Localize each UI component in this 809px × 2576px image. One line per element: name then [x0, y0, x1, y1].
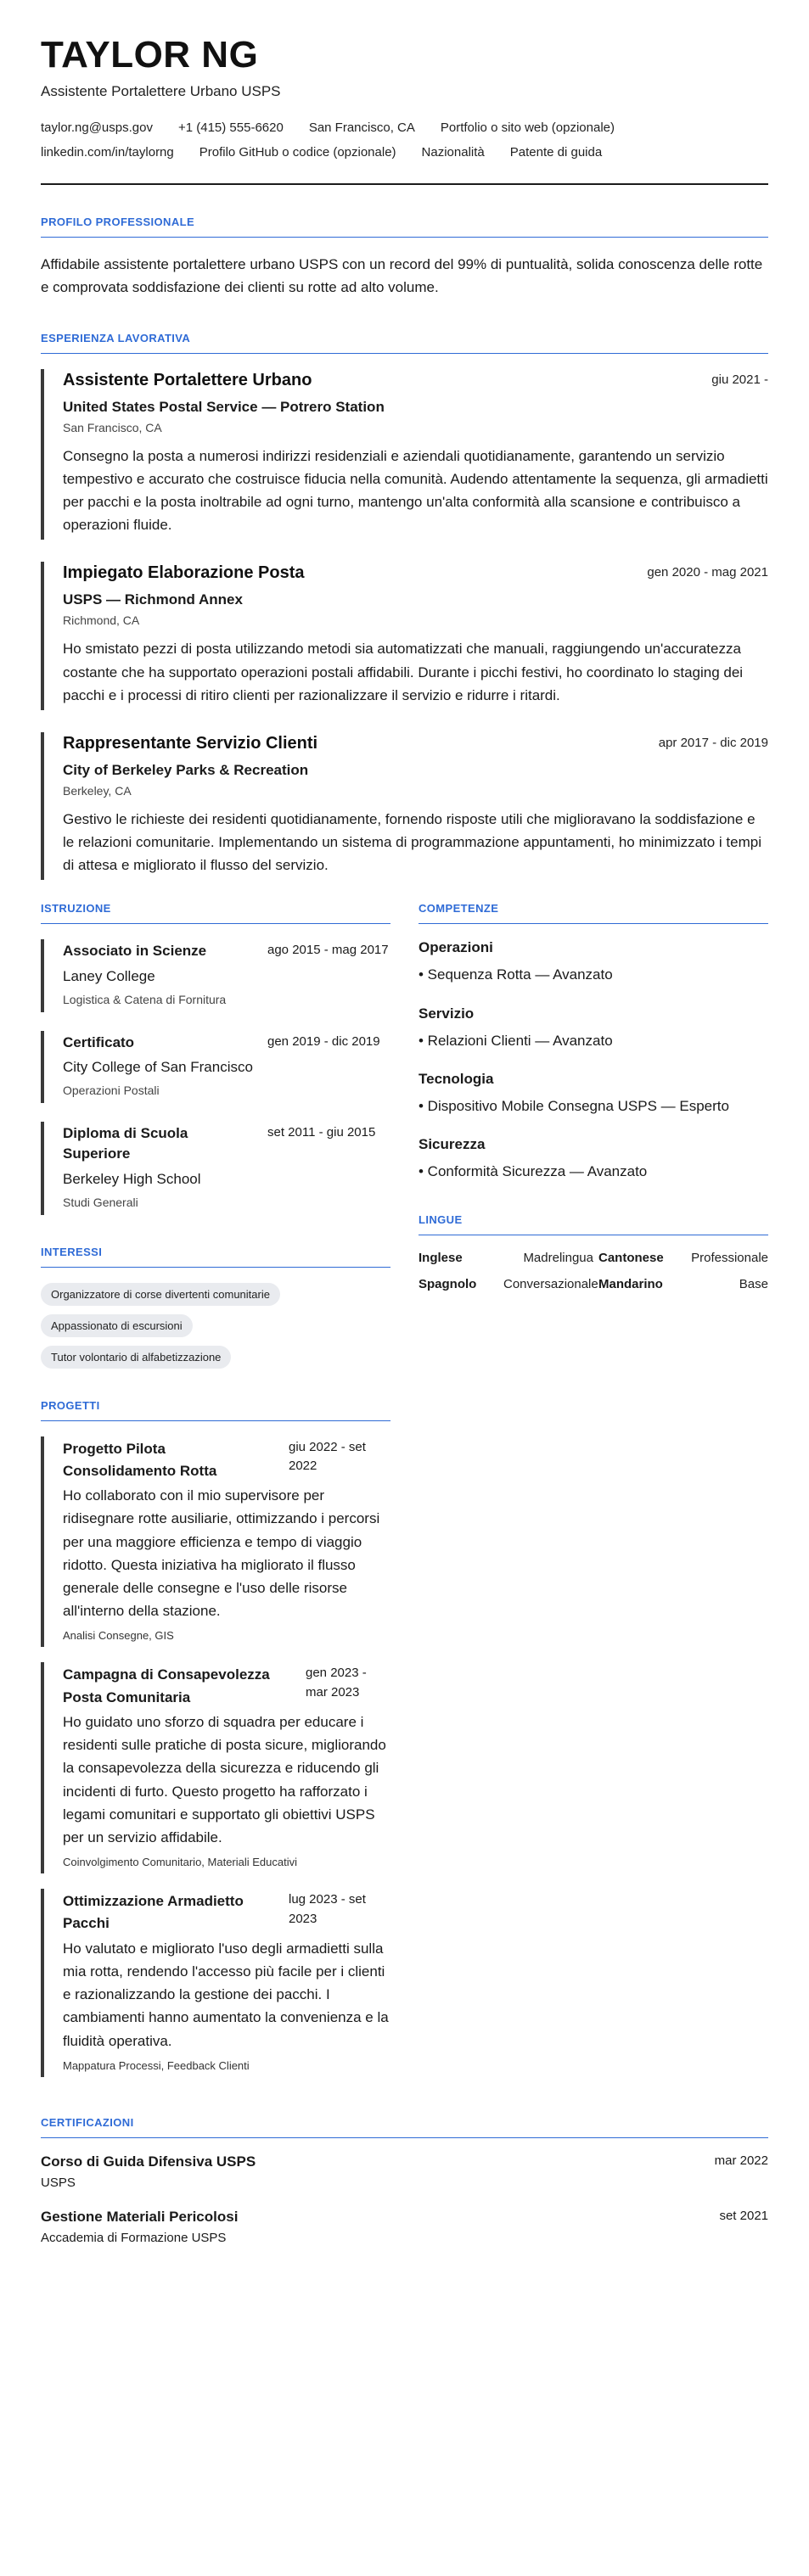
certification-name: Corso di Guida Difensiva USPS: [41, 2153, 256, 2170]
candidate-name: TAYLOR NG: [41, 34, 259, 76]
contact-linkedin[interactable]: linkedin.com/in/taylorng: [41, 145, 174, 160]
project-description: Ho collaborato con il mio supervisore per ridisegnare rotte ausiliarie, ottimizzando i percorsi per una maggiore efficienza e tempo di viaggio ridotto. Questa iniziativa ha migliorato il flusso generale delle consegne e l'uso delle risorse all'interno della stazione.: [63, 1487, 380, 1620]
education-school: Laney College: [63, 968, 155, 985]
education-degree: Associato in Scienze: [63, 943, 207, 960]
project-item: [41, 1436, 390, 1648]
language-name: Spagnolo: [419, 1277, 477, 1292]
left-column: [41, 902, 390, 2107]
education-header: [63, 1033, 253, 1078]
project-item: [41, 1889, 390, 2077]
interest-tag: Tutor volontario di alfabetizzazione: [41, 1346, 231, 1369]
experience-item: [41, 369, 768, 540]
job-date: gen 2020 - mag 2021: [647, 565, 768, 580]
certification-date: set 2021: [719, 2208, 768, 2223]
skill-group: [419, 939, 768, 986]
skill-item: • Sequenza Rotta — Avanzato: [419, 966, 613, 983]
contact-nationality: Nazionalità: [421, 145, 485, 160]
section-title-projects: PROGETTI: [41, 1399, 390, 1421]
certifications-section: [41, 2116, 768, 2245]
right-column: [419, 902, 768, 2107]
education-section: [41, 902, 390, 1214]
certification-issuer: USPS: [41, 2175, 76, 2190]
job-company: City of Berkeley Parks & Recreation: [63, 761, 309, 778]
job-title: Impiegato Elaborazione Posta: [63, 563, 305, 583]
job-location: San Francisco, CA: [63, 420, 162, 434]
language-level: Madrelingua: [523, 1251, 593, 1266]
contact-email[interactable]: taylor.ng@usps.gov: [41, 120, 153, 136]
education-date: set 2011 - giu 2015: [267, 1124, 376, 1140]
candidate-title: Assistente Portalettere Urbano USPS: [41, 83, 281, 100]
language-level: Professionale: [691, 1251, 768, 1266]
education-school: Berkeley High School: [63, 1171, 201, 1187]
section-title-skills: COMPETENZE: [419, 902, 768, 924]
profile-summary: Affidabile assistente portalettere urbano USPS con un record del 99% di puntualità, solida conoscenza delle rotte e comprovata soddisfazione dei clienti su rotte ad alto volume.: [41, 256, 763, 296]
project-date: lug 2023 - set 2023: [289, 1892, 366, 1926]
two-column-area: [41, 902, 768, 2107]
section-title-education: ISTRUZIONE: [41, 902, 390, 924]
education-item: [41, 1122, 390, 1215]
language-name: Mandarino: [598, 1277, 663, 1292]
job-description: Gestivo le richieste dei residenti quotidianamente, fornendo risposte utili che miglioravano la soddisfazione e le relazioni comunitarie. Implementando un sistema di programmazione appuntamenti, ho minimizzato i tempi di attesa e migliorato il flusso del servizio.: [63, 810, 762, 874]
project-title: Campagna di Consapevolezza Posta Comunitaria: [63, 1666, 270, 1705]
project-description: Ho valutato e migliorato l'uso degli armadietti sulla mia rotta, rendendo l'accesso più facile per i clienti e razionalizzando la gestione dei pacchi. I cambiamenti hanno aumentato la convenienza e la fluidità operativa.: [63, 1940, 389, 2049]
skill-item: • Relazioni Clienti — Avanzato: [419, 1032, 613, 1049]
languages-section: [419, 1213, 768, 1291]
job-company: United States Postal Service — Potrero Station: [63, 398, 385, 415]
job-date: apr 2017 - dic 2019: [658, 735, 768, 750]
interests-section: [41, 1246, 390, 1369]
education-school: City College of San Francisco: [63, 1059, 253, 1076]
skill-category: Sicurezza: [419, 1136, 486, 1152]
contact-license: Patente di guida: [509, 145, 603, 160]
job-description: Ho smistato pezzi di posta utilizzando metodi sia automatizzati che manuali, raggiungendo un'accuratezza costante che ha supportato operazioni postali affidabili. Durante i picchi festivi, ho coordinato lo staging dei pacchi e i processi di ritiro clienti per razionalizzare il servizio e ridurre i ritardi.: [63, 641, 744, 703]
skill-group: [419, 1005, 768, 1052]
job-title: Assistente Portalettere Urbano: [63, 370, 312, 389]
project-tech: Analisi Consegne, GIS: [63, 1629, 174, 1643]
skill-item: • Dispositivo Mobile Consegna USPS — Esperto: [419, 1097, 729, 1114]
section-title-languages: LINGUE: [419, 1213, 768, 1235]
language-level: Conversazionale: [503, 1277, 598, 1292]
section-title-certifications: CERTIFICAZIONI: [41, 2116, 768, 2138]
section-title-experience: ESPERIENZA LAVORATIVA: [41, 332, 768, 354]
projects-section: [41, 1399, 390, 2077]
certification-name: Gestione Materiali Pericolosi: [41, 2208, 239, 2225]
skills-section: [419, 902, 768, 1183]
project-title: Ottimizzazione Armadietto Pacchi: [63, 1893, 244, 1932]
contact-location: San Francisco, CA: [308, 120, 415, 136]
education-date: ago 2015 - mag 2017: [267, 943, 389, 958]
skill-item: • Conformità Sicurezza — Avanzato: [419, 1163, 648, 1179]
experience-section: [41, 332, 768, 881]
education-field: Operazioni Postali: [63, 1083, 160, 1097]
language-name: Inglese: [419, 1251, 463, 1266]
job-location: Berkeley, CA: [63, 783, 132, 798]
project-date: giu 2022 - set 2022: [289, 1439, 366, 1473]
skill-group: [419, 1136, 768, 1183]
certification-issuer: Accademia di Formazione USPS: [41, 2230, 227, 2245]
skill-group: [419, 1071, 768, 1117]
contact-phone[interactable]: +1 (415) 555-6620: [177, 120, 284, 136]
education-item: [41, 939, 390, 1011]
education-item: [41, 1031, 390, 1103]
job-description: Consegno la posta a numerosi indirizzi residenziali e aziendali quotidianamente, garantendo un servizio tempestivo e accurato che costruisce fiducia nella comunità. Audendo attentamente la sequenza, gli armadietti per pacchi e la posta inoltrabile ad ogni turno, mantengo un'alta conformità alla scansione e contribuisco a operazioni fluide.: [63, 447, 768, 534]
language-name: Cantonese: [598, 1251, 664, 1266]
header-divider: [41, 183, 768, 185]
language-grid: [419, 1251, 768, 1291]
contact-github[interactable]: Profilo GitHub o codice (opzionale): [199, 145, 396, 160]
job-company: USPS — Richmond Annex: [63, 591, 243, 608]
section-title-interests: INTERESSI: [41, 1246, 390, 1268]
contact-list: [41, 120, 768, 160]
project-tech: Coinvolgimento Comunitario, Materiali Educativi: [63, 1856, 298, 1869]
certification-item: [41, 2153, 768, 2190]
interest-tag: Appassionato di escursioni: [41, 1314, 193, 1337]
contact-portfolio[interactable]: Portfolio o sito web (opzionale): [440, 120, 615, 136]
experience-item: [41, 732, 768, 881]
interest-tag: Organizzatore di corse divertenti comunitarie: [41, 1283, 280, 1306]
interest-tags: [41, 1283, 390, 1369]
job-location: Richmond, CA: [63, 613, 140, 628]
project-description: Ho guidato uno sforzo di squadra per educare i residenti sulle pratiche di posta sicure, migliorando la consapevolezza della sicurezza e riducendo gli incidenti di furto. Questo progetto ha rafforzato i legami comunitari e supportato gli obiettivi USPS per un servizio affidabile.: [63, 1714, 386, 1845]
job-title: Rappresentante Servizio Clienti: [63, 733, 318, 753]
project-tech: Mappatura Processi, Feedback Clienti: [63, 2058, 250, 2072]
certification-date: mar 2022: [714, 2153, 768, 2168]
skill-category: Tecnologia: [419, 1070, 494, 1087]
project-title: Progetto Pilota Consolidamento Rotta: [63, 1440, 217, 1479]
skill-category: Operazioni: [419, 939, 493, 956]
experience-item: [41, 562, 768, 710]
education-field: Studi Generali: [63, 1195, 138, 1209]
language-level: Base: [739, 1277, 768, 1292]
resume-header: [41, 36, 768, 160]
education-degree: Diploma di Scuola Superiore: [63, 1124, 188, 1162]
education-field: Logistica & Catena di Fornitura: [63, 992, 227, 1006]
profile-section: [41, 216, 768, 299]
job-date: giu 2021 -: [711, 372, 768, 387]
certification-item: [41, 2209, 768, 2245]
education-date: gen 2019 - dic 2019: [267, 1033, 380, 1049]
skill-category: Servizio: [419, 1005, 475, 1022]
section-title-profile: PROFILO PROFESSIONALE: [41, 216, 768, 238]
project-date: gen 2023 - mar 2023: [306, 1666, 367, 1700]
education-degree: Certificato: [63, 1033, 135, 1050]
project-item: [41, 1662, 390, 1873]
